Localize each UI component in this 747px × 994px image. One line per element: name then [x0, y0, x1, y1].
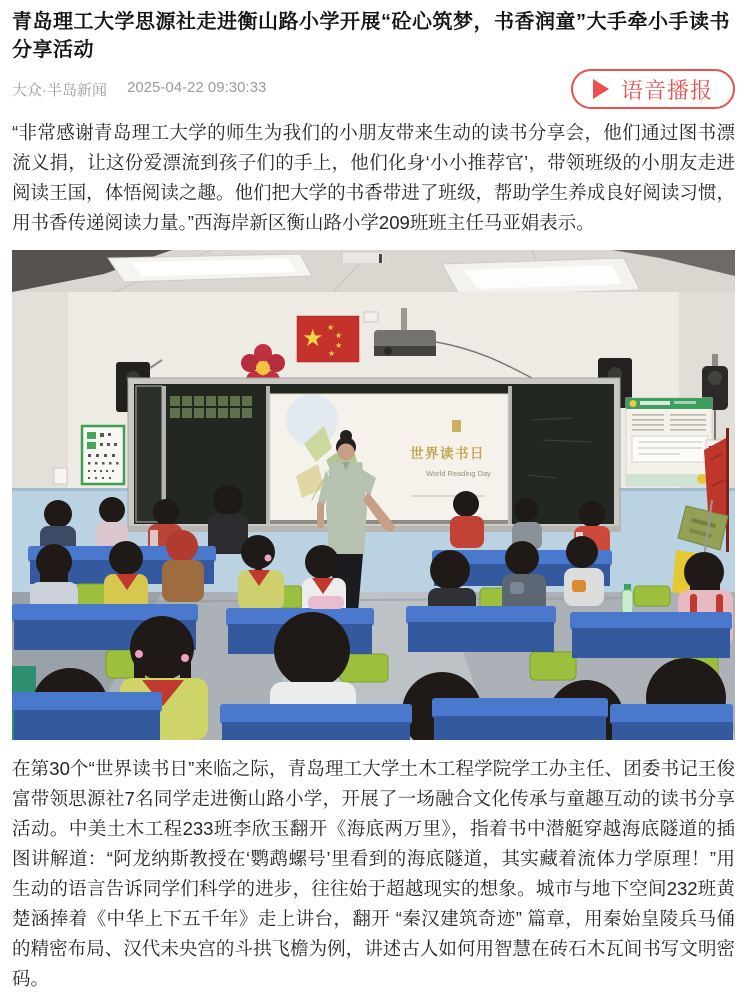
classroom-photo-illustration	[12, 250, 735, 740]
article-meta-row	[12, 66, 735, 112]
right-poster	[626, 398, 712, 486]
svg-text:★: ★	[327, 323, 335, 332]
eye-chart-poster	[82, 426, 124, 484]
svg-text:★: ★	[328, 349, 336, 358]
ceiling-light-panel	[442, 258, 640, 296]
ceiling-vent	[342, 252, 384, 264]
byline	[12, 79, 266, 100]
screen-title: 世界读书日	[410, 446, 485, 461]
article-paragraph: “非常感谢青岛理工大学的师生为我们的小朋友带来生动的读书分享会，他们通过图书漂流义捐，让这份爱漂流到孩子们的手上，他们化身‘小小推荐官’，带领班级的小朋友走进阅读王国，体悟阅读之趣。他们把大学的书香带进了班级，帮助学生养成良好阅读习惯，用书香传递阅读力量。”西海岸新区衡山路小学209班班主任马亚娟表示。	[12, 122, 735, 233]
article-page	[0, 8, 747, 994]
article-source: 大众·半岛新闻	[12, 81, 107, 99]
voice-broadcast-button[interactable]	[571, 69, 735, 109]
article-title: 青岛理工大学思源社走进衡山路小学开展“砼心筑梦，书香润童”大手牵小手读书分享活动	[12, 11, 730, 61]
article-timestamp: 2025-04-22 09:30:33	[127, 78, 267, 96]
voice-button-label: 语音播报	[620, 77, 713, 103]
light-switch	[54, 468, 67, 484]
article-photo	[12, 250, 735, 740]
play-icon	[593, 79, 609, 99]
svg-text:★: ★	[335, 331, 343, 340]
screen-seal	[452, 420, 461, 432]
screen-subtitle: World Reading Day	[426, 469, 491, 478]
article-paragraph: 在第30个“世界读书日”来临之际，青岛理工大学土木工程学院学工办主任、团委书记王俊富带领思源社7名同学走进衡山路小学，开展了一场融合文化传承与童趣互动的读书分享活动。中美土木工程233班李欣玉翻开《海底两万里》，指着书中潜艇穿越海底隧道的插图讲解道：“阿龙纳斯教授在‘鹦鹉螺号’里看到的海底隧道，其实藏着流体力学原理！”用生动的语言告诉同学们科学的进步，往往始于超越现实的想象。城市与地下空间232班黄楚涵捧着《中华上下五千年》走上讲台，翻开 “秦汉建筑奇迹” 篇章，用秦始皇陵兵马俑的精密布局、汉代未央宫的斗拱飞檐为例，讲述古人如何用智慧在砖石木瓦间书写文明密码。	[12, 758, 735, 989]
china-flag	[297, 316, 359, 362]
svg-text:★: ★	[335, 341, 343, 350]
pencil-case	[308, 596, 344, 609]
svg-text:★: ★	[302, 325, 324, 352]
water-bottle	[622, 590, 633, 614]
